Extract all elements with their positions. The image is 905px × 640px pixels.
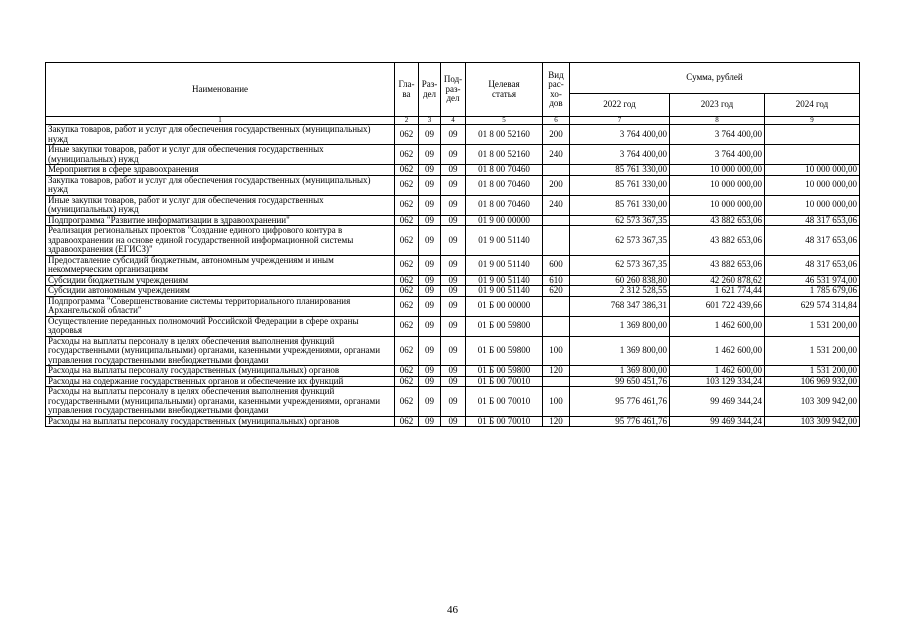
row-name: Предоставление субсидий бюджетным, автономным учреждениям и иным некоммерческим организациям xyxy=(46,255,395,275)
row-amount-2023: 42 260 878,62 xyxy=(670,275,765,286)
row-amount-2024 xyxy=(765,145,860,165)
table-row xyxy=(46,336,860,366)
row-vid-rashodov xyxy=(543,316,570,336)
row-razdel: 09 xyxy=(419,145,441,165)
row-amount-2023: 3 764 400,00 xyxy=(670,125,765,145)
row-razdel: 09 xyxy=(419,316,441,336)
header-year-2022: 2022 год xyxy=(570,94,670,117)
row-amount-2024: 10 000 000,00 xyxy=(765,195,860,215)
header-vid-rashodov: Вид рас- хо- дов xyxy=(543,63,570,117)
row-glava: 062 xyxy=(395,286,419,297)
row-amount-2023: 1 462 600,00 xyxy=(670,366,765,377)
row-amount-2023: 99 469 344,24 xyxy=(670,387,765,417)
row-amount-2022: 95 776 461,76 xyxy=(570,387,670,417)
budget-table xyxy=(45,62,860,427)
row-amount-2022: 85 761 330,00 xyxy=(570,175,670,195)
row-celevaya-statya: 01 Б 00 00000 xyxy=(466,296,543,316)
row-razdel: 09 xyxy=(419,296,441,316)
row-amount-2022: 1 369 800,00 xyxy=(570,336,670,366)
row-vid-rashodov: 120 xyxy=(543,416,570,427)
row-amount-2023: 10 000 000,00 xyxy=(670,195,765,215)
row-amount-2024: 1 531 200,00 xyxy=(765,336,860,366)
row-amount-2022: 85 761 330,00 xyxy=(570,165,670,176)
row-glava: 062 xyxy=(395,366,419,377)
row-vid-rashodov: 120 xyxy=(543,366,570,377)
header-glava: Гла- ва xyxy=(395,63,419,117)
row-razdel: 09 xyxy=(419,165,441,176)
row-amount-2023: 1 462 600,00 xyxy=(670,336,765,366)
table-row xyxy=(46,145,860,165)
row-glava: 062 xyxy=(395,215,419,226)
row-podrazdel: 09 xyxy=(441,215,466,226)
row-podrazdel: 09 xyxy=(441,255,466,275)
row-amount-2024: 1 785 679,06 xyxy=(765,286,860,297)
row-razdel: 09 xyxy=(419,255,441,275)
row-name: Мероприятия в сфере здравоохранения xyxy=(46,165,395,176)
row-celevaya-statya: 01 8 00 52160 xyxy=(466,145,543,165)
row-razdel: 09 xyxy=(419,226,441,256)
row-razdel: 09 xyxy=(419,366,441,377)
row-amount-2023: 1 621 774,44 xyxy=(670,286,765,297)
row-podrazdel: 09 xyxy=(441,165,466,176)
row-name: Расходы на содержание государственных органов и обеспечение их функций xyxy=(46,376,395,387)
row-name: Иные закупки товаров, работ и услуг для обеспечения государственных (муниципальных) нужд xyxy=(46,145,395,165)
row-amount-2024: 1 531 200,00 xyxy=(765,316,860,336)
page-number: 46 xyxy=(447,604,458,616)
row-amount-2024: 48 317 653,06 xyxy=(765,226,860,256)
row-amount-2023: 43 882 653,06 xyxy=(670,255,765,275)
row-razdel: 09 xyxy=(419,125,441,145)
row-amount-2024: 48 317 653,06 xyxy=(765,255,860,275)
row-razdel: 09 xyxy=(419,175,441,195)
header-year-2023: 2023 год xyxy=(670,94,765,117)
row-celevaya-statya: 01 9 00 00000 xyxy=(466,215,543,226)
column-number: 2 xyxy=(395,117,419,125)
row-razdel: 09 xyxy=(419,376,441,387)
row-amount-2023: 43 882 653,06 xyxy=(670,226,765,256)
row-amount-2022: 62 573 367,35 xyxy=(570,215,670,226)
row-amount-2023: 3 764 400,00 xyxy=(670,145,765,165)
row-amount-2024: 103 309 942,00 xyxy=(765,387,860,417)
row-amount-2022: 3 764 400,00 xyxy=(570,145,670,165)
row-podrazdel: 09 xyxy=(441,366,466,377)
row-amount-2022: 62 573 367,35 xyxy=(570,226,670,256)
row-vid-rashodov: 600 xyxy=(543,255,570,275)
row-amount-2024: 46 531 974,00 xyxy=(765,275,860,286)
row-vid-rashodov: 200 xyxy=(543,175,570,195)
row-vid-rashodov xyxy=(543,165,570,176)
row-podrazdel: 09 xyxy=(441,275,466,286)
row-amount-2023: 103 129 334,24 xyxy=(670,376,765,387)
row-razdel: 09 xyxy=(419,387,441,417)
table-row xyxy=(46,366,860,377)
row-razdel: 09 xyxy=(419,275,441,286)
row-glava: 062 xyxy=(395,175,419,195)
header-year-2024: 2024 год xyxy=(765,94,860,117)
row-vid-rashodov xyxy=(543,226,570,256)
row-vid-rashodov xyxy=(543,215,570,226)
row-podrazdel: 09 xyxy=(441,286,466,297)
row-amount-2023: 99 469 344,24 xyxy=(670,416,765,427)
row-celevaya-statya: 01 Б 00 59800 xyxy=(466,366,543,377)
row-name: Реализация региональных проектов "Создание единого цифрового контура в здравоохранении на основе единой государственной информационной системы здравоохранения (ЕГИСЗ)" xyxy=(46,226,395,256)
table-row xyxy=(46,275,860,286)
row-glava: 062 xyxy=(395,296,419,316)
row-name: Осуществление переданных полномочий Российской Федерации в сфере охраны здоровья xyxy=(46,316,395,336)
row-amount-2022: 768 347 386,31 xyxy=(570,296,670,316)
table-row xyxy=(46,226,860,256)
header-summa: Сумма, рублей xyxy=(570,63,860,94)
row-amount-2023: 10 000 000,00 xyxy=(670,165,765,176)
row-glava: 062 xyxy=(395,125,419,145)
row-celevaya-statya: 01 8 00 52160 xyxy=(466,125,543,145)
row-amount-2022: 85 761 330,00 xyxy=(570,195,670,215)
row-amount-2024: 10 000 000,00 xyxy=(765,165,860,176)
row-razdel: 09 xyxy=(419,215,441,226)
row-name: Закупка товаров, работ и услуг для обеспечения государственных (муниципальных) нужд xyxy=(46,175,395,195)
header-celevaya-statya: Целевая статья xyxy=(466,63,543,117)
table-row xyxy=(46,296,860,316)
column-number: 1 xyxy=(46,117,395,125)
row-glava: 062 xyxy=(395,275,419,286)
row-celevaya-statya: 01 Б 00 59800 xyxy=(466,336,543,366)
row-vid-rashodov xyxy=(543,296,570,316)
row-amount-2023: 601 722 439,66 xyxy=(670,296,765,316)
row-amount-2024 xyxy=(765,125,860,145)
row-name: Субсидии автономным учреждениям xyxy=(46,286,395,297)
row-amount-2024: 10 000 000,00 xyxy=(765,175,860,195)
row-amount-2023: 43 882 653,06 xyxy=(670,215,765,226)
row-podrazdel: 09 xyxy=(441,125,466,145)
row-name: Расходы на выплаты персоналу государственных (муниципальных) органов xyxy=(46,416,395,427)
row-glava: 062 xyxy=(395,336,419,366)
row-amount-2022: 3 764 400,00 xyxy=(570,125,670,145)
row-celevaya-statya: 01 8 00 70460 xyxy=(466,175,543,195)
row-podrazdel: 09 xyxy=(441,416,466,427)
row-name: Подпрограмма "Совершенствование системы территориального планирования Архангельской области" xyxy=(46,296,395,316)
header-name: Наименование xyxy=(46,63,395,117)
row-vid-rashodov: 620 xyxy=(543,286,570,297)
table-row xyxy=(46,175,860,195)
row-amount-2024: 48 317 653,06 xyxy=(765,215,860,226)
row-amount-2022: 60 260 838,80 xyxy=(570,275,670,286)
row-vid-rashodov: 100 xyxy=(543,336,570,366)
row-vid-rashodov: 610 xyxy=(543,275,570,286)
row-amount-2024: 106 969 932,00 xyxy=(765,376,860,387)
header-razdel: Раз- дел xyxy=(419,63,441,117)
row-podrazdel: 09 xyxy=(441,316,466,336)
table-row xyxy=(46,165,860,176)
row-celevaya-statya: 01 9 00 51140 xyxy=(466,286,543,297)
row-podrazdel: 09 xyxy=(441,226,466,256)
table-row xyxy=(46,286,860,297)
column-number: 9 xyxy=(765,117,860,125)
table-row xyxy=(46,316,860,336)
row-glava: 062 xyxy=(395,416,419,427)
row-amount-2022: 1 369 800,00 xyxy=(570,316,670,336)
table-row xyxy=(46,125,860,145)
row-razdel: 09 xyxy=(419,286,441,297)
row-amount-2024: 1 531 200,00 xyxy=(765,366,860,377)
table-row xyxy=(46,195,860,215)
row-glava: 062 xyxy=(395,195,419,215)
row-glava: 062 xyxy=(395,226,419,256)
table-row xyxy=(46,215,860,226)
row-glava: 062 xyxy=(395,316,419,336)
row-celevaya-statya: 01 9 00 51140 xyxy=(466,226,543,256)
row-name: Расходы на выплаты персоналу государственных (муниципальных) органов xyxy=(46,366,395,377)
column-numbers-row xyxy=(46,117,860,125)
row-name: Закупка товаров, работ и услуг для обеспечения государственных (муниципальных) нужд xyxy=(46,125,395,145)
row-celevaya-statya: 01 Б 00 70010 xyxy=(466,376,543,387)
row-vid-rashodov xyxy=(543,376,570,387)
row-vid-rashodov: 240 xyxy=(543,145,570,165)
row-celevaya-statya: 01 Б 00 59800 xyxy=(466,316,543,336)
table-row xyxy=(46,376,860,387)
row-amount-2024: 103 309 942,00 xyxy=(765,416,860,427)
row-celevaya-statya: 01 9 00 51140 xyxy=(466,255,543,275)
row-vid-rashodov: 100 xyxy=(543,387,570,417)
column-number: 4 xyxy=(441,117,466,125)
row-celevaya-statya: 01 Б 00 70010 xyxy=(466,387,543,417)
row-podrazdel: 09 xyxy=(441,175,466,195)
row-amount-2023: 10 000 000,00 xyxy=(670,175,765,195)
row-podrazdel: 09 xyxy=(441,145,466,165)
row-name: Иные закупки товаров, работ и услуг для обеспечения государственных (муниципальных) нужд xyxy=(46,195,395,215)
column-number: 8 xyxy=(670,117,765,125)
table-body xyxy=(46,125,860,427)
row-name: Расходы на выплаты персоналу в целях обеспечения выполнения функций государственными (муниципальными) органами, казенными учреждениями, органами управления государственными внебюджетными фондами xyxy=(46,336,395,366)
column-number: 7 xyxy=(570,117,670,125)
row-podrazdel: 09 xyxy=(441,387,466,417)
row-podrazdel: 09 xyxy=(441,376,466,387)
row-celevaya-statya: 01 Б 00 70010 xyxy=(466,416,543,427)
row-celevaya-statya: 01 8 00 70460 xyxy=(466,195,543,215)
row-razdel: 09 xyxy=(419,416,441,427)
row-amount-2022: 1 369 800,00 xyxy=(570,366,670,377)
row-razdel: 09 xyxy=(419,195,441,215)
row-amount-2022: 99 650 451,76 xyxy=(570,376,670,387)
row-glava: 062 xyxy=(395,387,419,417)
row-celevaya-statya: 01 9 00 51140 xyxy=(466,275,543,286)
row-name: Субсидии бюджетным учреждениям xyxy=(46,275,395,286)
row-glava: 062 xyxy=(395,145,419,165)
row-amount-2022: 2 312 528,55 xyxy=(570,286,670,297)
row-glava: 062 xyxy=(395,255,419,275)
column-number: 6 xyxy=(543,117,570,125)
row-vid-rashodov: 200 xyxy=(543,125,570,145)
header-podrazdel: Под- раз- дел xyxy=(441,63,466,117)
row-celevaya-statya: 01 8 00 70460 xyxy=(466,165,543,176)
row-podrazdel: 09 xyxy=(441,195,466,215)
row-glava: 062 xyxy=(395,165,419,176)
table-row xyxy=(46,416,860,427)
row-amount-2024: 629 574 314,84 xyxy=(765,296,860,316)
row-glava: 062 xyxy=(395,376,419,387)
row-vid-rashodov: 240 xyxy=(543,195,570,215)
row-podrazdel: 09 xyxy=(441,296,466,316)
column-number: 3 xyxy=(419,117,441,125)
row-name: Подпрограмма "Развитие информатизации в здравоохранении" xyxy=(46,215,395,226)
row-razdel: 09 xyxy=(419,336,441,366)
row-amount-2022: 95 776 461,76 xyxy=(570,416,670,427)
row-amount-2022: 62 573 367,35 xyxy=(570,255,670,275)
table-row xyxy=(46,255,860,275)
column-number: 5 xyxy=(466,117,543,125)
row-name: Расходы на выплаты персоналу в целях обеспечения выполнения функций государственными (муниципальными) органами, казенными учреждениями, органами управления государственными внебюджетными фондами xyxy=(46,387,395,417)
row-amount-2023: 1 462 600,00 xyxy=(670,316,765,336)
row-podrazdel: 09 xyxy=(441,336,466,366)
table-row xyxy=(46,387,860,417)
